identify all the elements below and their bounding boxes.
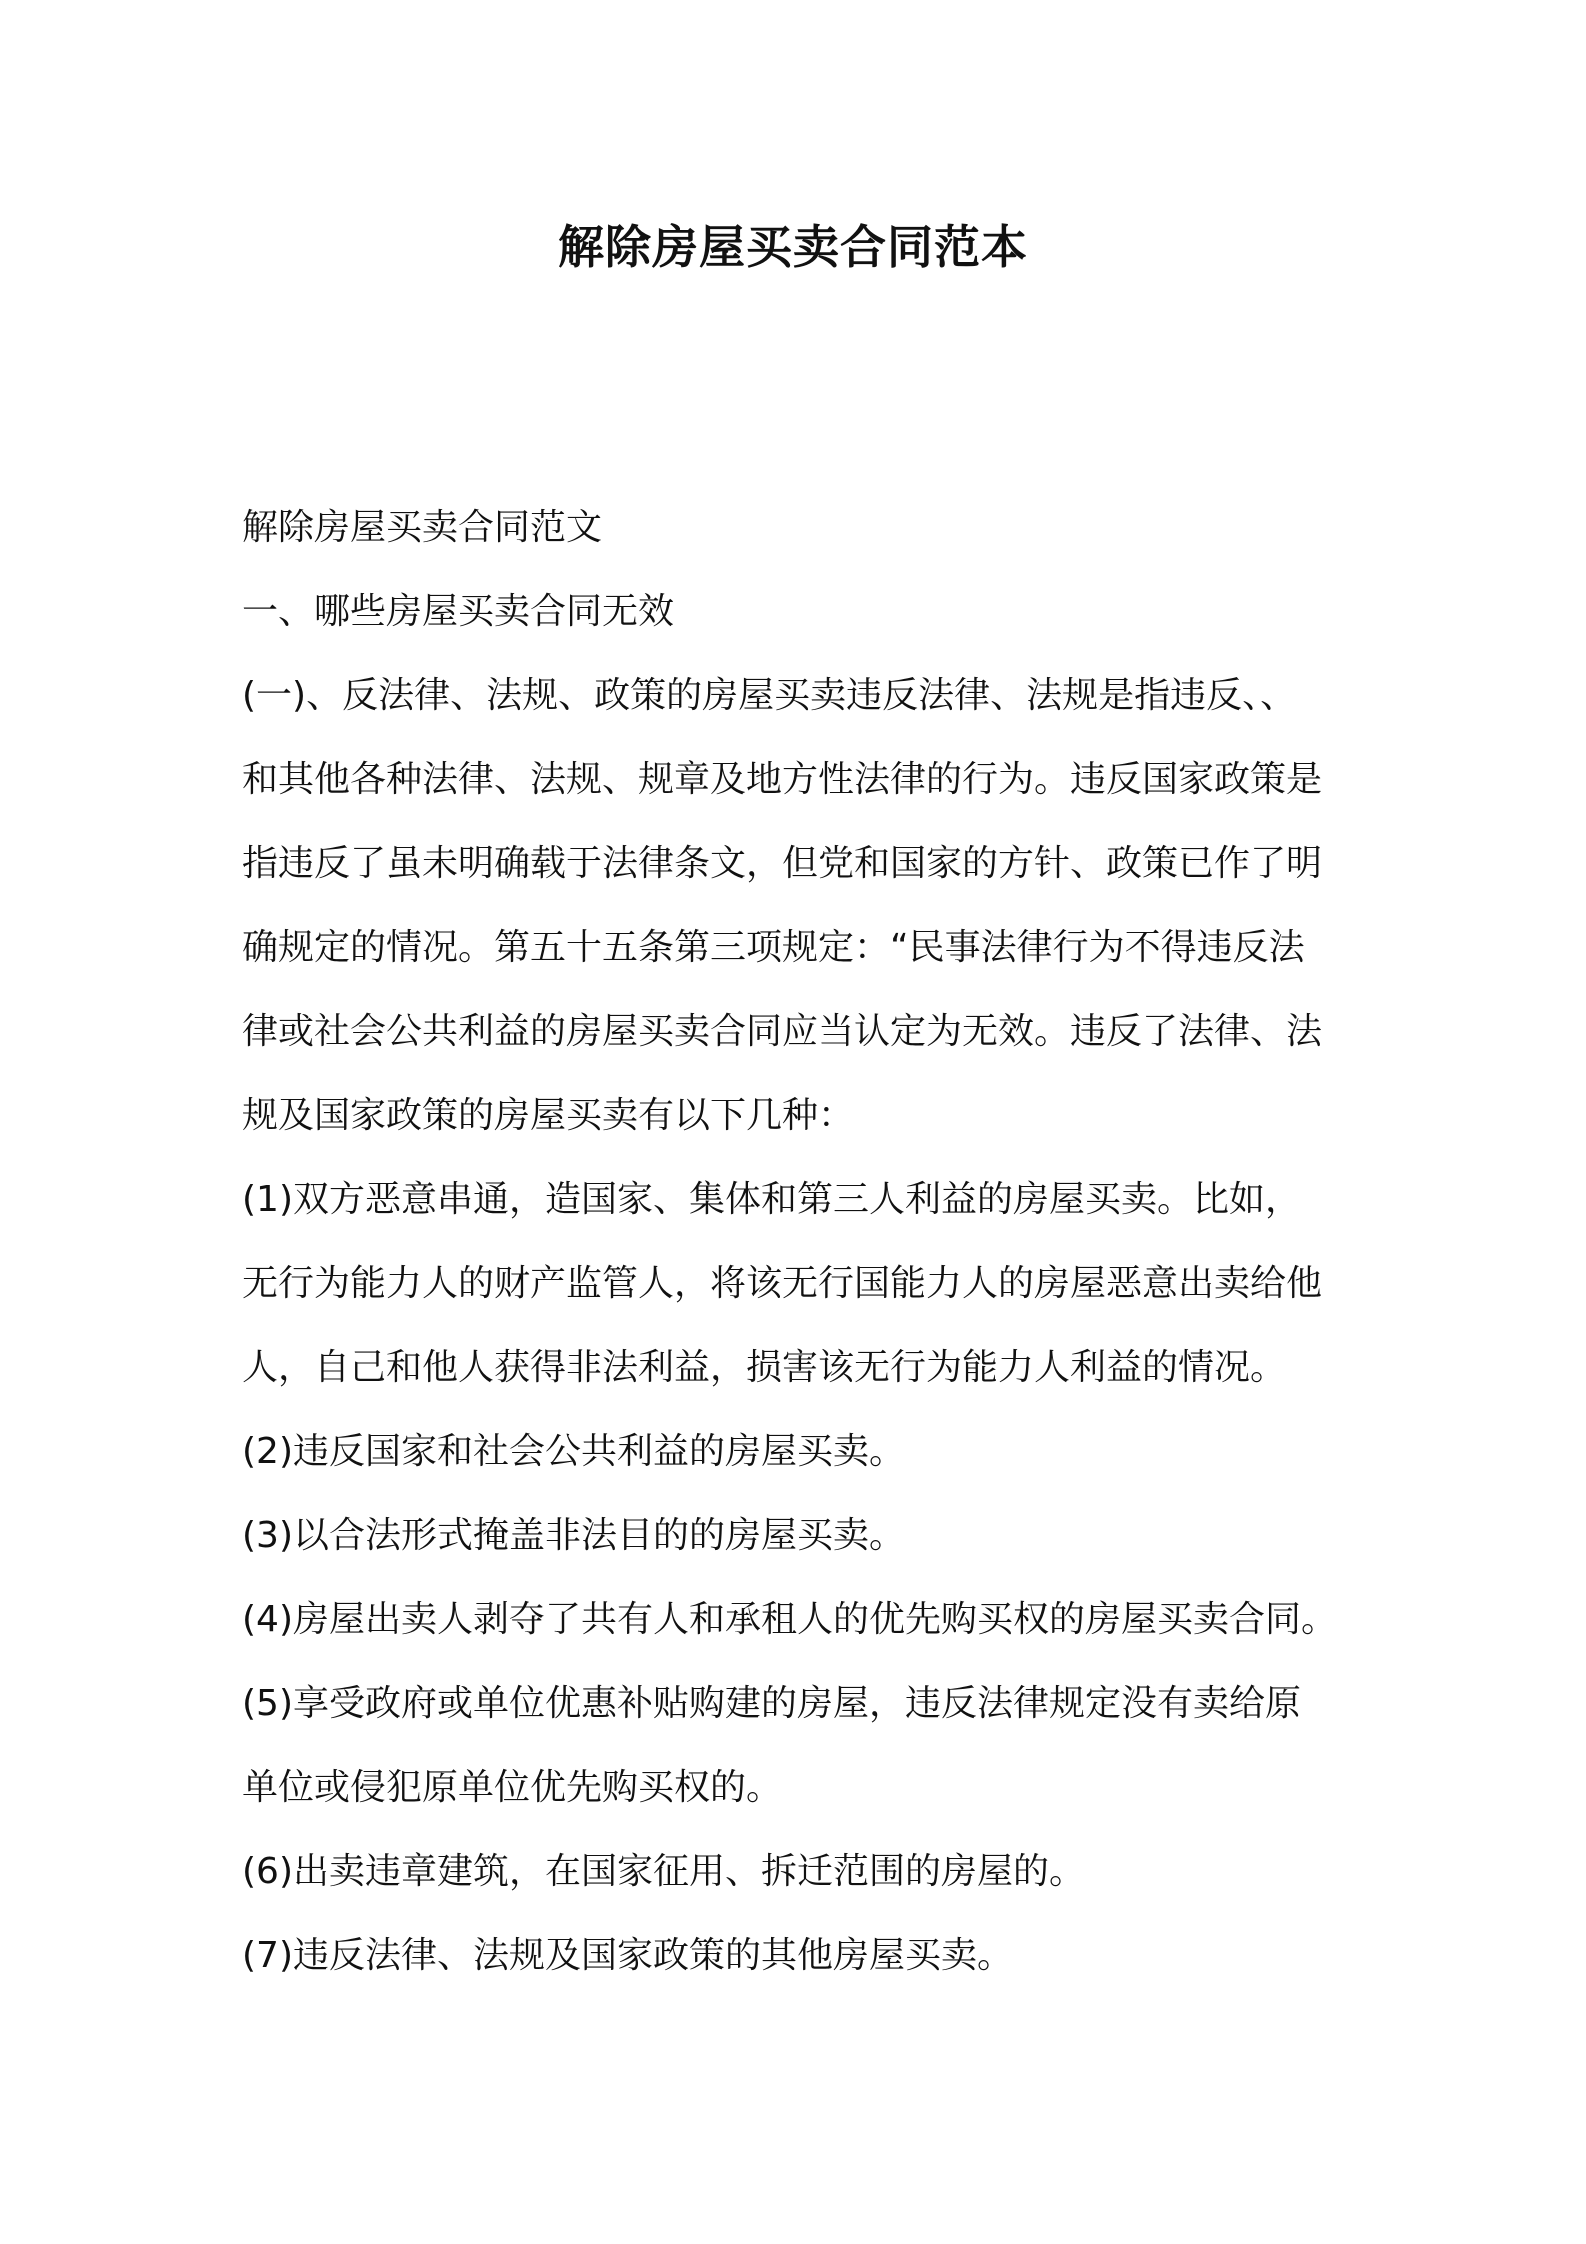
body-line: 单位或侵犯原单位优先购买权的。 xyxy=(242,1767,783,1808)
body-line: (3)以合法形式掩盖非法目的的房屋买卖。 xyxy=(242,1515,905,1556)
document-title: 解除房屋买卖合同范本 xyxy=(558,220,1028,274)
body-line: 指违反了虽未明确载于法律条文，但党和国家的方针、政策已作了明 xyxy=(242,843,1323,884)
body-line: (7)违反法律、法规及国家政策的其他房屋买卖。 xyxy=(242,1935,1013,1976)
body-line: 解除房屋买卖合同范文 xyxy=(242,507,603,548)
body-line: (1)双方恶意串通，造国家、集体和第三人利益的房屋买卖。比如， xyxy=(242,1179,1301,1220)
body-line: (2)违反国家和社会公共利益的房屋买卖。 xyxy=(242,1431,905,1472)
body-line: 人，自己和他人获得非法利益，损害该无行为能力人利益的情况。 xyxy=(242,1347,1287,1388)
body-line: (6)出卖违章建筑，在国家征用、拆迁范围的房屋的。 xyxy=(242,1851,1085,1892)
body-line: 无行为能力人的财产监管人，将该无行国能力人的房屋恶意出卖给他 xyxy=(242,1263,1323,1304)
body-line: 一、哪些房屋买卖合同无效 xyxy=(242,591,675,632)
body-line: (5)享受政府或单位优惠补贴购建的房屋，违反法律规定没有卖给原 xyxy=(242,1683,1301,1724)
body-line: 和其他各种法律、法规、规章及地方性法律的行为。违反国家政策是 xyxy=(242,759,1323,800)
body-line: (一)、反法律、法规、政策的房屋买卖违反法律、法规是指违反、、 xyxy=(242,675,1297,716)
document-body xyxy=(242,486,1362,1998)
body-line: 确规定的情况。第五十五条第三项规定：“民事法律行为不得违反法 xyxy=(242,927,1305,968)
body-line: (4)房屋出卖人剥夺了共有人和承租人的优先购买权的房屋买卖合同。 xyxy=(242,1599,1337,1640)
body-line: 规及国家政策的房屋买卖有以下几种： xyxy=(242,1095,855,1136)
body-line: 律或社会公共利益的房屋买卖合同应当认定为无效。违反了法律、法 xyxy=(242,1011,1323,1052)
